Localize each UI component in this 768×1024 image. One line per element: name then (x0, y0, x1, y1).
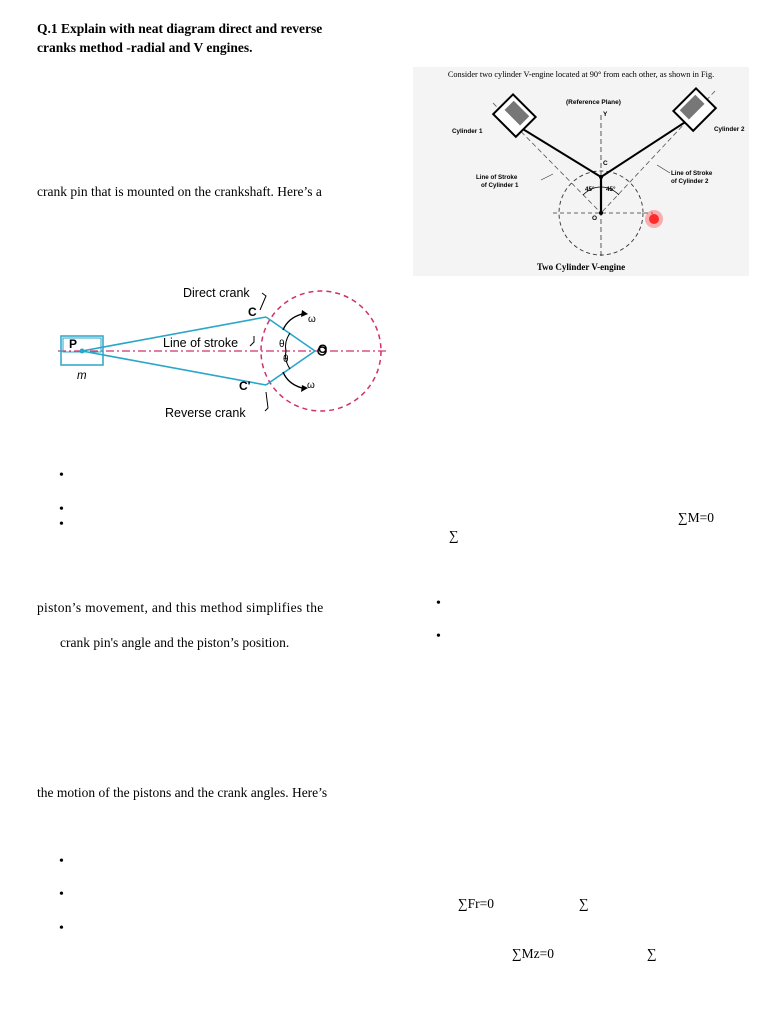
omega-arrowhead-upper (301, 310, 308, 317)
title-line-2: cranks method -radial and V engines. (37, 40, 253, 55)
v-engine-caption: Consider two cylinder V-engine located at 90° from each other, as shown in Fig. (447, 70, 715, 79)
bullet-7: • (436, 596, 441, 611)
theta-lower-label: θ (283, 354, 289, 365)
crank-pin (599, 175, 603, 179)
omega-arrow-lower (283, 372, 302, 388)
cylinder-1-label: Cylinder 1 (452, 128, 483, 135)
bullet-5: • (59, 887, 64, 902)
stroke1-leader (541, 174, 553, 180)
cylinder-2 (673, 88, 715, 130)
angle-left-label: 45° (585, 186, 595, 193)
stroke2-leader (657, 165, 670, 173)
omega-upper-label: ω (308, 314, 316, 325)
sigma-symbol-2: ∑ (579, 896, 589, 911)
reference-plane-label: (Reference Plane) (566, 99, 621, 106)
paragraph-2-line-2: crank pin's angle and the piston’s position. (60, 635, 290, 650)
paragraph-3: the motion of the pistons and the crank angles. Here’s (37, 785, 328, 800)
direct-crank-leader (260, 293, 266, 310)
v-engine-bottom-caption: Two Cylinder V-engine (536, 262, 626, 272)
o-label: O (592, 215, 598, 222)
c-prime-label: C' (239, 379, 251, 393)
m-label: m (77, 370, 87, 382)
omega-lower-label: ω (307, 380, 315, 391)
reverse-crank-label: Reverse crank (165, 406, 246, 420)
c-label: C (248, 305, 257, 319)
crank-centre-o (599, 211, 603, 215)
paragraph-1: crank pin that is mounted on the crankshaft. Here’s a (37, 184, 322, 199)
rod-1 (513, 123, 601, 177)
sum-fr-equation: ∑Fr=0 (458, 896, 494, 911)
reverse-crank-leader (265, 392, 268, 411)
direct-crank-label: Direct crank (183, 286, 250, 300)
angle-right-label: 45° (606, 186, 616, 193)
y-label: Y (603, 111, 608, 118)
bullet-2: • (59, 502, 64, 517)
paragraph-2-line-1: piston’s movement, and this method simplifies the (37, 600, 324, 615)
sum-m-equation: ∑M=0 (678, 510, 714, 525)
bullet-3: • (59, 517, 64, 532)
cylinder-1 (493, 94, 535, 136)
o-label: O (318, 342, 328, 356)
sigma-symbol-1: ∑ (449, 528, 459, 543)
sum-mz-equation: ∑Mz=0 (512, 946, 554, 961)
cylinder-2-label: Cylinder 2 (714, 126, 745, 133)
sigma-symbol-3: ∑ (647, 946, 657, 961)
laser-pointer-dot (649, 214, 659, 224)
stroke1-label-line1: Line of Stroke (476, 174, 518, 181)
question-title (37, 19, 397, 57)
title-line-1: Q.1 Explain with neat diagram direct and reverse (37, 21, 323, 36)
omega-arrow-upper (283, 314, 302, 330)
stroke2-label-line1: Line of Stroke (671, 170, 713, 177)
line-of-stroke-leader (250, 336, 254, 346)
stroke2-label-line2: of Cylinder 2 (671, 178, 709, 185)
bullet-1: • (59, 468, 64, 483)
bullet-8: • (436, 629, 441, 644)
direct-reverse-crank-diagram (40, 280, 400, 430)
theta-upper-label: θ (279, 339, 285, 350)
line-of-stroke-label: Line of stroke (163, 336, 239, 350)
v-engine-figure (413, 67, 749, 276)
theta-arc-upper (286, 333, 291, 351)
c-label: C (603, 160, 608, 167)
stroke1-label-line2: of Cylinder 1 (481, 182, 519, 189)
bullet-6: • (59, 921, 64, 936)
rod-2 (601, 117, 693, 177)
bullet-4: • (59, 854, 64, 869)
p-label: P (69, 337, 78, 351)
